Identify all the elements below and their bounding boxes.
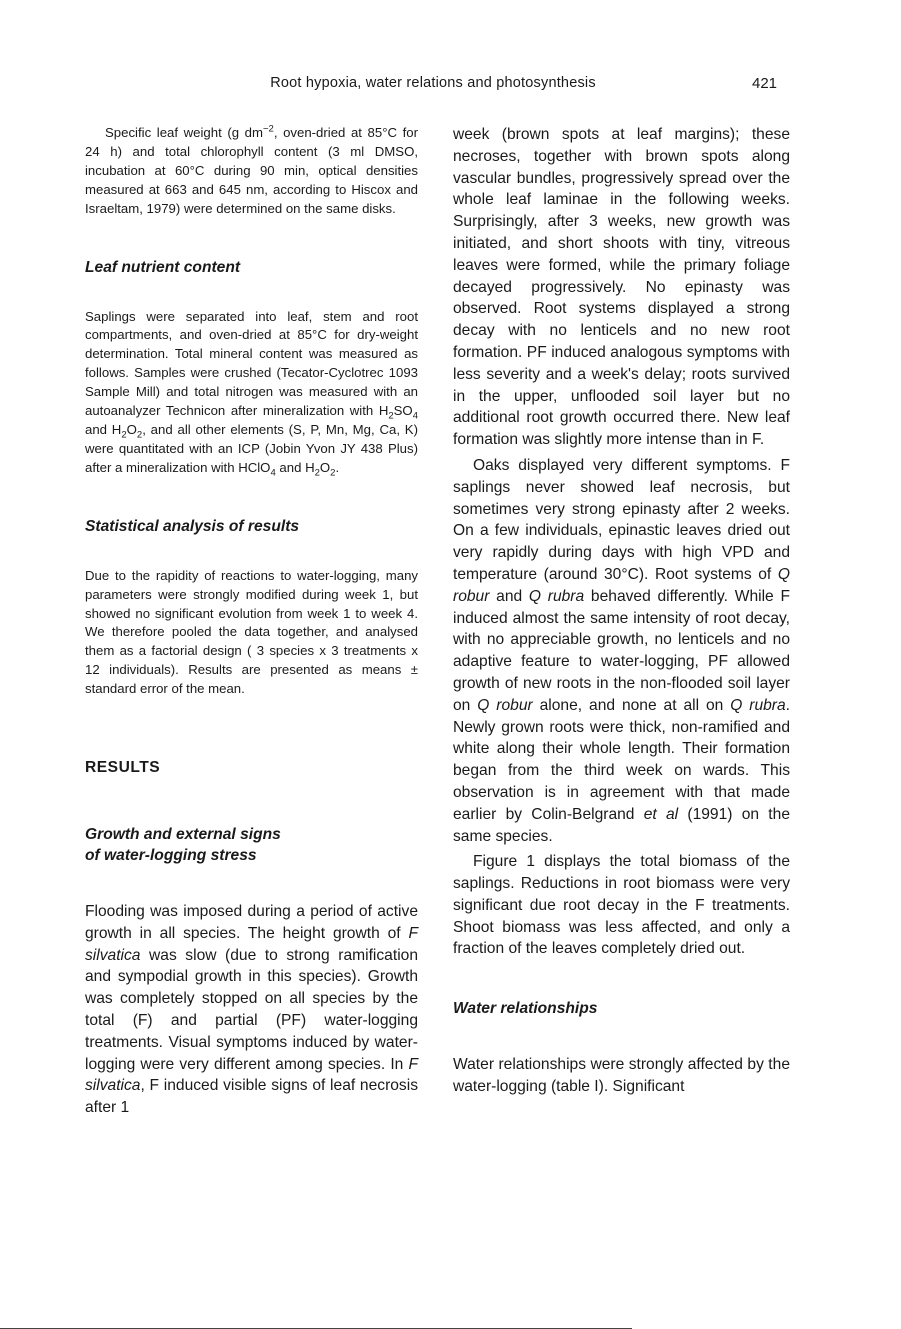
heading-growth-line-2: of water-logging stress [85, 847, 257, 865]
page-number: 421 [752, 75, 778, 92]
paragraph-specific-leaf-weight: Specific leaf weight (g $dm^{-2}$, oven-dried at 85°C for 24 h) and total chlorophyll content (3 ml DMSO, incubation at 60°C during 90 min, optical densities measured at 663 and 645 nm, according to Hiscox and Israeltam, 1979) were determined on the same disks. [85, 123, 418, 216]
left-column [85, 124, 418, 1119]
paragraph-statistical-analysis: Due to the rapidity of reactions to water-logging, many parameters were strongly modified during week 1, but showed no significant evolution from week 1 to week 4. We therefore pooled the data together, and analysed them as a factorial design ( 3 species x 3 treatments x 12 individuals). Results are presented as means ± standard error of the mean. [85, 567, 418, 697]
right-column [453, 124, 790, 1098]
heading-results: RESULTS [85, 759, 161, 777]
heading-growth-line-1: Growth and external signs [85, 826, 281, 844]
running-header-title: Root hypoxia, water relations and photosynthesis [270, 75, 596, 91]
paragraph-oaks: Oaks displayed very different symptoms. F saplings never showed leaf necrosis, but sometimes very strong epinasty after 2 weeks. On a few individuals, epinastic leaves dried out very rapidly during days with high VPD and temperature (around 30°C). Root systems of Q robur and Q rubra behaved differently. While F induced almost the same intensity of root decay, with no appreciable growth, no lenticels and no adaptive feature to water-logging, PF allowed growth of new roots in the non-flooded soil layer on Q robur alone, and none at all on Q rubra. Newly grown roots were thick, non-ramified and white along their whole length. Their formation began from the third week on wards. This observation is in agreement with that made earlier by Colin-Belgrand et al (1991) on the same species. [453, 456, 791, 845]
heading-statistical-analysis: Statistical analysis of results [85, 517, 300, 535]
paragraph-flooding: Flooding was imposed during a period of active growth in all species. The height growth of F silvatica was slow (due to strong ramification and sympodial growth in this species). Growth was completely stopped on all species by the total (F) and partial (PF) water-logging treatments. Visual symptoms induced by water-logging were very different among species. In F silvatica, F induced visible signs of leaf necrosis after 1 [85, 903, 418, 1117]
heading-leaf-nutrient-content: Leaf nutrient content [85, 258, 241, 276]
paragraph-figure-1: Figure 1 displays the total biomass of the saplings. Reductions in root biomass were very significant due root decay in the F treatments. Shoot biomass was less affected, and only a fraction of the leaves completely dried out. [453, 853, 790, 958]
heading-water-relationships: Water relationships [453, 1000, 598, 1018]
paragraph-leaf-nutrient: Saplings were separated into leaf, stem and root compartments, and oven-dried at 85°C for dry-weight determination. Total mineral content was measured as follows. Samples were crushed (Tecator-Cyclotrec 1093 Sample Mill) and total nitrogen was measured with an autoanalyzer Technicon after mineralization with $H_2SO_4$ and $H_2O_2$, and all other elements (S, P, Mn, Mg, Ca, K) were quantitated with an ICP (Jobin Yvon JY 438 Plus) after a mineralization with HClO$_4$ and $H_2O_2$. [85, 308, 418, 479]
paragraph-water-relationships: Water relationships were strongly affected by the water-logging (table I). Significant [453, 1056, 790, 1096]
paragraph-week-necroses: week (brown spots at leaf margins); these necroses, together with brown spots along vascular bundles, progressively spread over the whole leaf laminae in the following weeks. Surprisingly, after 3 weeks, new growth was initiated, and short shoots with tiny, vitreous leaves were formed, while the primary foliage decayed progressively. No epinasty was observed. Root systems displayed a strong decay with no lenticels and no new root formation. PF induced analogous symptoms with less severity and a week's delay; roots survived in the upper, unflooded soil layer but no additional root growth occurred there. New leaf formation was slightly more intense than in F. [453, 126, 790, 449]
